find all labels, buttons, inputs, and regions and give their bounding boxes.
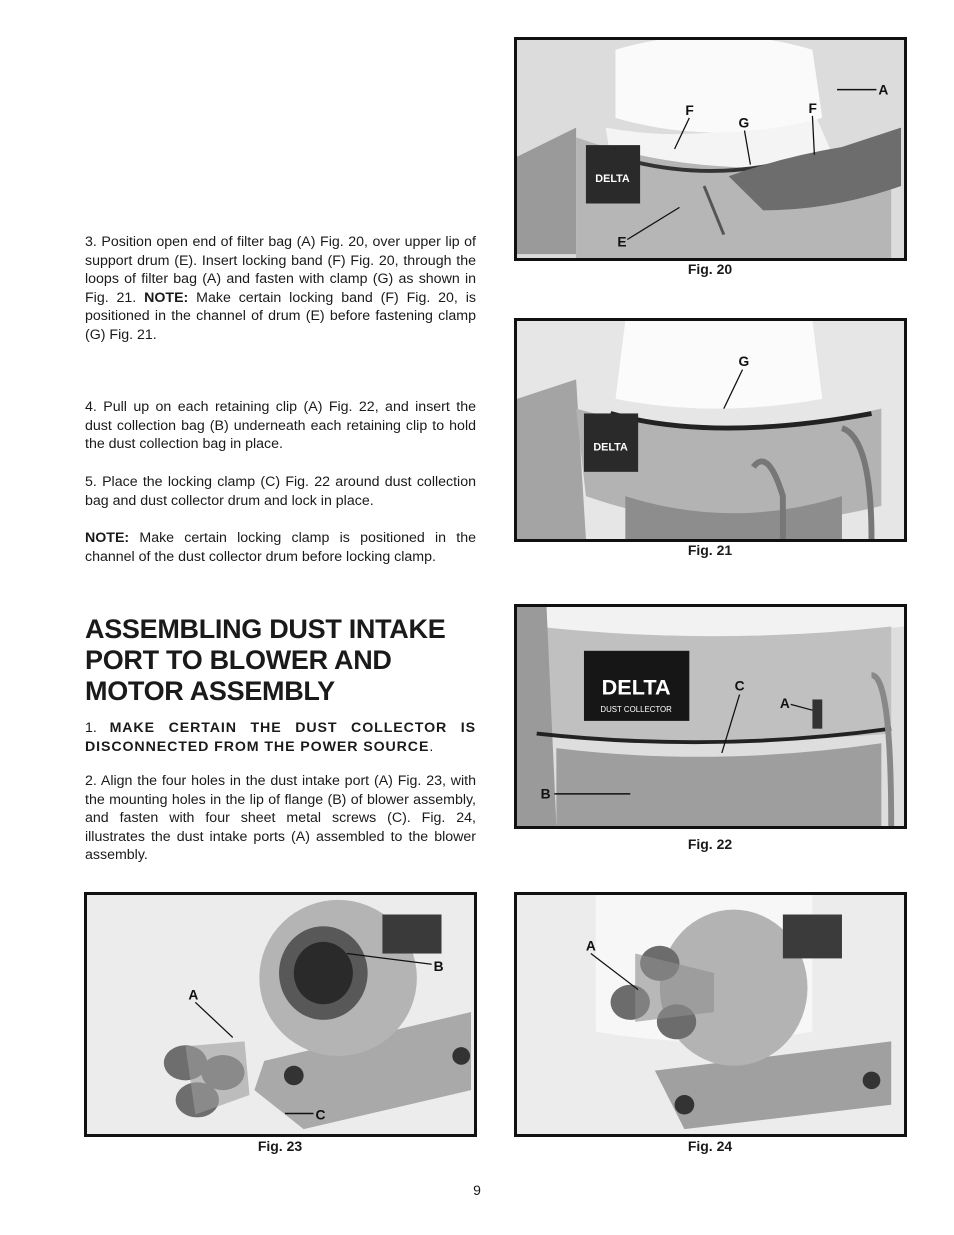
- note-paragraph: [85, 529, 476, 566]
- fig-20-callout-f: F: [808, 101, 817, 116]
- fig-20-photo: [514, 37, 907, 261]
- fig-20-callout-e: E: [617, 234, 627, 250]
- section-step-2: 2. Align the four holes in the dust intake port (A) Fig. 23, with the mounting holes in the lip of flange (B) of blower assembly, and fasten with four sheet metal screws (C). Fig. 24, illustrates the dust intake ports (A) assembled to the blower assembly.: [85, 773, 476, 864]
- note-label: NOTE:: [144, 289, 189, 306]
- heading-line: ASSEMBLING DUST INTAKE: [85, 614, 446, 644]
- note-label: NOTE:: [85, 530, 130, 546]
- fig-23-callout-a: A: [188, 987, 199, 1003]
- step-1-warning: MAKE CERTAIN THE DUST COLLECTOR IS DISCONNECTED FROM THE POWER SOURCE: [85, 720, 476, 755]
- step-4-paragraph: 4. Pull up on each retaining clip (A) Fig. 22, and insert the dust collection bag (B) underneath each retaining clip to hold the dust collection bag in place.: [85, 399, 476, 453]
- fig-23-caption: Fig. 23: [257, 1138, 303, 1154]
- fig-20-callout-g: G: [738, 115, 750, 131]
- heading-line: MOTOR ASSEMBLY: [85, 676, 335, 706]
- section-heading: [85, 614, 485, 707]
- fig-22-callout-c: C: [734, 678, 745, 694]
- fig-22-logo: DELTA: [601, 675, 671, 700]
- step-3-paragraph: [85, 233, 476, 345]
- fig-24-photo: [514, 892, 907, 1137]
- note-text: Make certain locking clamp is positioned in the channel of the dust collector drum before locking clamp.: [85, 530, 476, 565]
- fig-22-logo-sub: DUST COLLECTOR: [600, 705, 672, 715]
- fig-23-callout-b: B: [433, 959, 444, 975]
- page-number: 9: [473, 1182, 481, 1198]
- fig-21-callout-g: G: [738, 353, 750, 369]
- step-3-text: 3. Position open end of filter bag (A) Fig. 20, over upper lip of support drum (E). Insert locking band (F) Fig. 20, through the loops of filter bag (A) and fasten with clamp (G) as shown in Fig. 21.: [85, 234, 476, 306]
- step-1-period: .: [429, 739, 434, 755]
- fig-21-logo: DELTA: [593, 441, 628, 454]
- fig-24-caption: Fig. 24: [687, 1138, 733, 1154]
- fig-20-callout-f: F: [685, 103, 694, 118]
- fig-21-caption: Fig. 21: [687, 542, 733, 558]
- step-5-paragraph: 5. Place the locking clamp (C) Fig. 22 around dust collection bag and dust collector drum and lock in place.: [85, 474, 476, 509]
- fig-21-photo: [514, 318, 907, 542]
- fig-22-caption: Fig. 22: [687, 836, 733, 852]
- fig-24-callout-a: A: [585, 938, 596, 954]
- fig-20-caption: Fig. 20: [687, 261, 733, 277]
- fig-22-callout-b: B: [540, 786, 551, 802]
- section-step-1: [85, 719, 476, 757]
- heading-line: PORT TO BLOWER AND: [85, 645, 392, 675]
- fig-23-photo: [84, 892, 477, 1137]
- fig-20-callout-a: A: [878, 82, 889, 98]
- fig-22-callout-a: A: [779, 696, 790, 712]
- fig-22-photo: [514, 604, 907, 829]
- fig-23-callout-c: C: [315, 1107, 326, 1123]
- fig-20-logo: DELTA: [595, 173, 630, 186]
- step-3-note-text: Make certain locking band (F) Fig. 20, is positioned in the channel of drum (E) before fastening clamp (G) Fig. 21.: [85, 289, 476, 343]
- step-1-number: 1.: [85, 720, 110, 736]
